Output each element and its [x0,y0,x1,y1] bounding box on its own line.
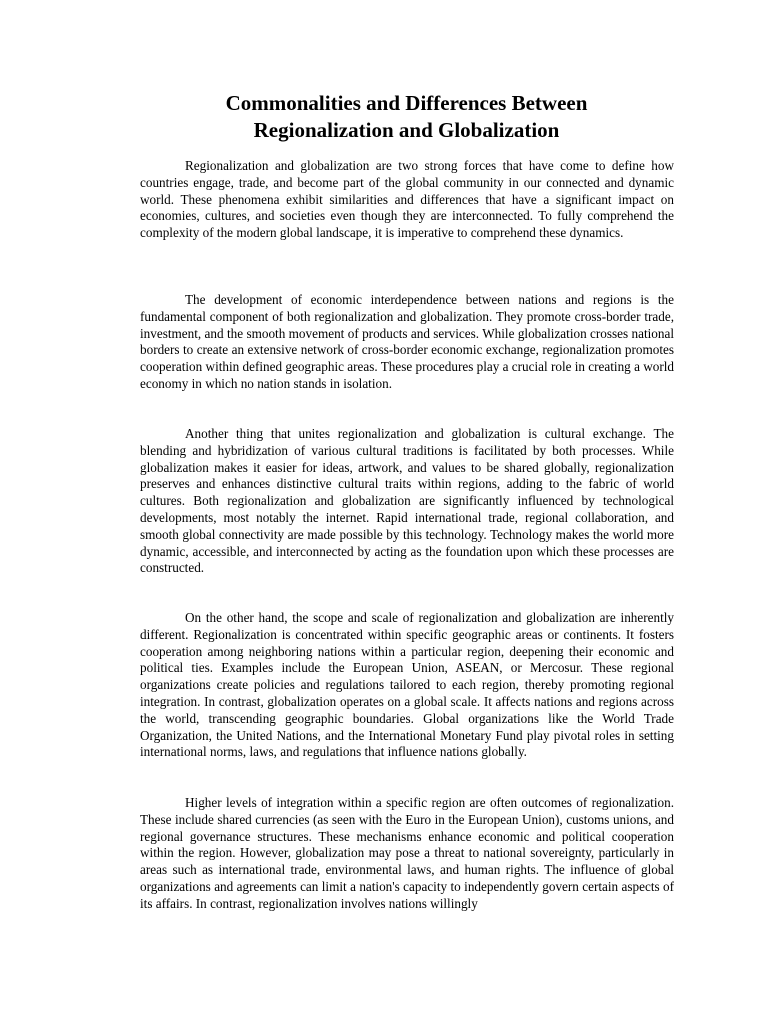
paragraph-5: Higher levels of integration within a specific region are often outcomes of regionalization. These include shared currencies (as seen with the Euro in the European Union), customs unions, and regional governance structures. These mechanisms enhance economic and political cooperation within the region. However, globalization may pose a threat to national sovereignty, particularly in areas such as international trade, environmental laws, and human rights. The influence of global organizations and agreements can limit a nation's capacity to independently govern certain aspects of its affairs. In contrast, regionalization involves nations willingly [140,795,674,911]
paragraph-2: The development of economic interdependence between nations and regions is the fundamental component of both regionalization and globalization. They promote cross-border trade, investment, and the smooth movement of products and services. While globalization crosses national borders to create an extensive network of cross-border economic exchange, regionalization promotes cooperation within defined geographic areas. These procedures play a crucial role in creating a world economy in which no nation stands in isolation. [140,292,674,391]
title-line-2: Regionalization and Globalization [253,118,560,142]
paragraph-1: Regionalization and globalization are two strong forces that have come to define how countries engage, trade, and become part of the global community in our connected and dynamic world. These phenomena exhibit similarities and differences that have a significant impact on economies, cultures, and societies even though they are interconnected. To fully comprehend the complexity of the modern global landscape, it is imperative to comprehend these dynamics. [140,158,674,241]
document-title [100,90,713,144]
paragraph-3: Another thing that unites regionalization and globalization is cultural exchange. The blending and hybridization of various cultural traditions is facilitated by both processes. While globalization makes it easier for ideas, artwork, and values to be shared globally, regionalization preserves and enhances distinctive cultural traits within regions, adding to the fabric of world cultures. Both regionalization and globalization are significantly influenced by technological developments, most notably the internet. Rapid international trade, regional collaboration, and smooth global connectivity are made possible by this technology. Technology makes the world more dynamic, accessible, and interconnected by acting as the foundation upon which these processes are constructed. [140,426,674,576]
paragraph-4: On the other hand, the scope and scale of regionalization and globalization are inherently different. Regionalization is concentrated within specific geographic areas or continents. It fosters cooperation among neighboring nations within a particular region, deepening their economic and political ties. Examples include the European Union, ASEAN, or Mercosur. These regional organizations create policies and regulations tailored to each region, thereby promoting regional integration. In contrast, globalization operates on a global scale. It affects nations and regions across the world, transcending geographic boundaries. Global organizations like the World Trade Organization, the United Nations, and the International Monetary Fund play pivotal roles in setting international norms, laws, and regulations that influence nations globally. [140,610,674,760]
title-line-1: Commonalities and Differences Between [225,91,588,115]
